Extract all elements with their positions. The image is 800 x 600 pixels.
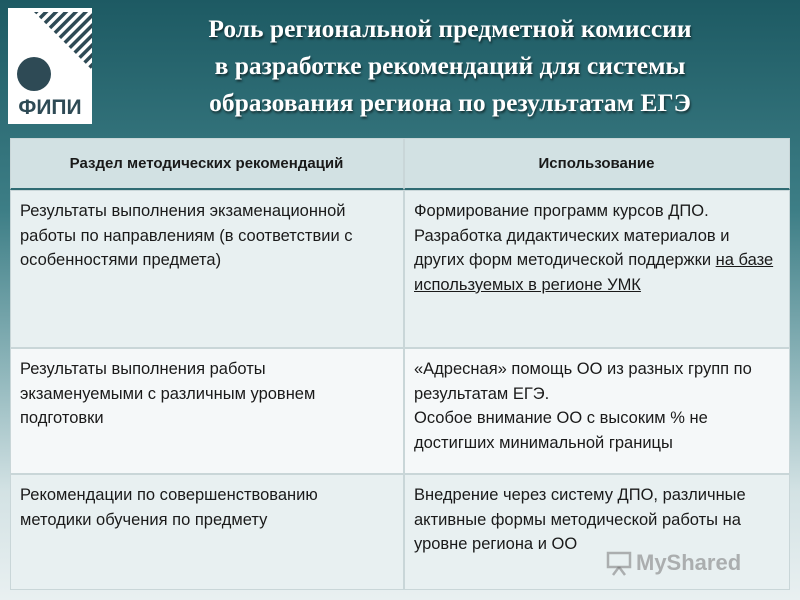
watermark <box>606 548 766 578</box>
table-cell-section <box>10 474 404 590</box>
cell-text <box>414 224 779 298</box>
table-cell-section <box>10 190 404 348</box>
cell-text: Результаты выполнения экзаменационной работы по направлениям (в соответствии с особенностями предмета) <box>20 202 353 269</box>
slide-header <box>0 0 800 128</box>
cell-text: Формирование программ курсов ДПО. <box>414 202 709 220</box>
table-cell-usage <box>404 190 790 348</box>
column-header-section: Раздел методических рекомендаций <box>10 138 404 190</box>
table-cell-section <box>10 348 404 474</box>
cell-text: Результаты выполнения работы экзаменуемыми с различным уровнем подготовки <box>20 360 316 427</box>
fipi-logo <box>8 8 92 124</box>
cell-text: Внедрение через систему ДПО, различные активные формы методической работы на уровне региона и ОО <box>414 486 746 553</box>
column-header-usage: Использование <box>404 138 790 190</box>
watermark-text: MyShared <box>636 550 742 575</box>
cell-text: Особое внимание ОО с высоким % не достигших минимальной границы <box>414 409 708 452</box>
underlined-text: на базе используемых в регионе УМК <box>414 251 774 294</box>
title-line: образования региона по результатам ЕГЭ <box>209 88 691 117</box>
title-line: в разработке рекомендаций для системы <box>214 51 686 80</box>
recommendations-table <box>10 138 790 590</box>
logo-text: ФИПИ <box>18 96 82 119</box>
cell-text: Рекомендации по совершенствованию методики обучения по предмету <box>20 486 318 529</box>
title-line: Роль региональной предметной комиссии <box>208 14 692 43</box>
table-cell-usage <box>404 348 790 474</box>
fipi-emblem-icon <box>8 8 92 100</box>
cell-text: «Адресная» помощь ОО из разных групп по результатам ЕГЭ. <box>414 360 752 403</box>
presentation-screen-icon <box>606 550 632 576</box>
slide-title <box>130 10 770 121</box>
cell-text-part: Разработка дидактических материалов и других форм методической поддержки <box>414 226 730 269</box>
